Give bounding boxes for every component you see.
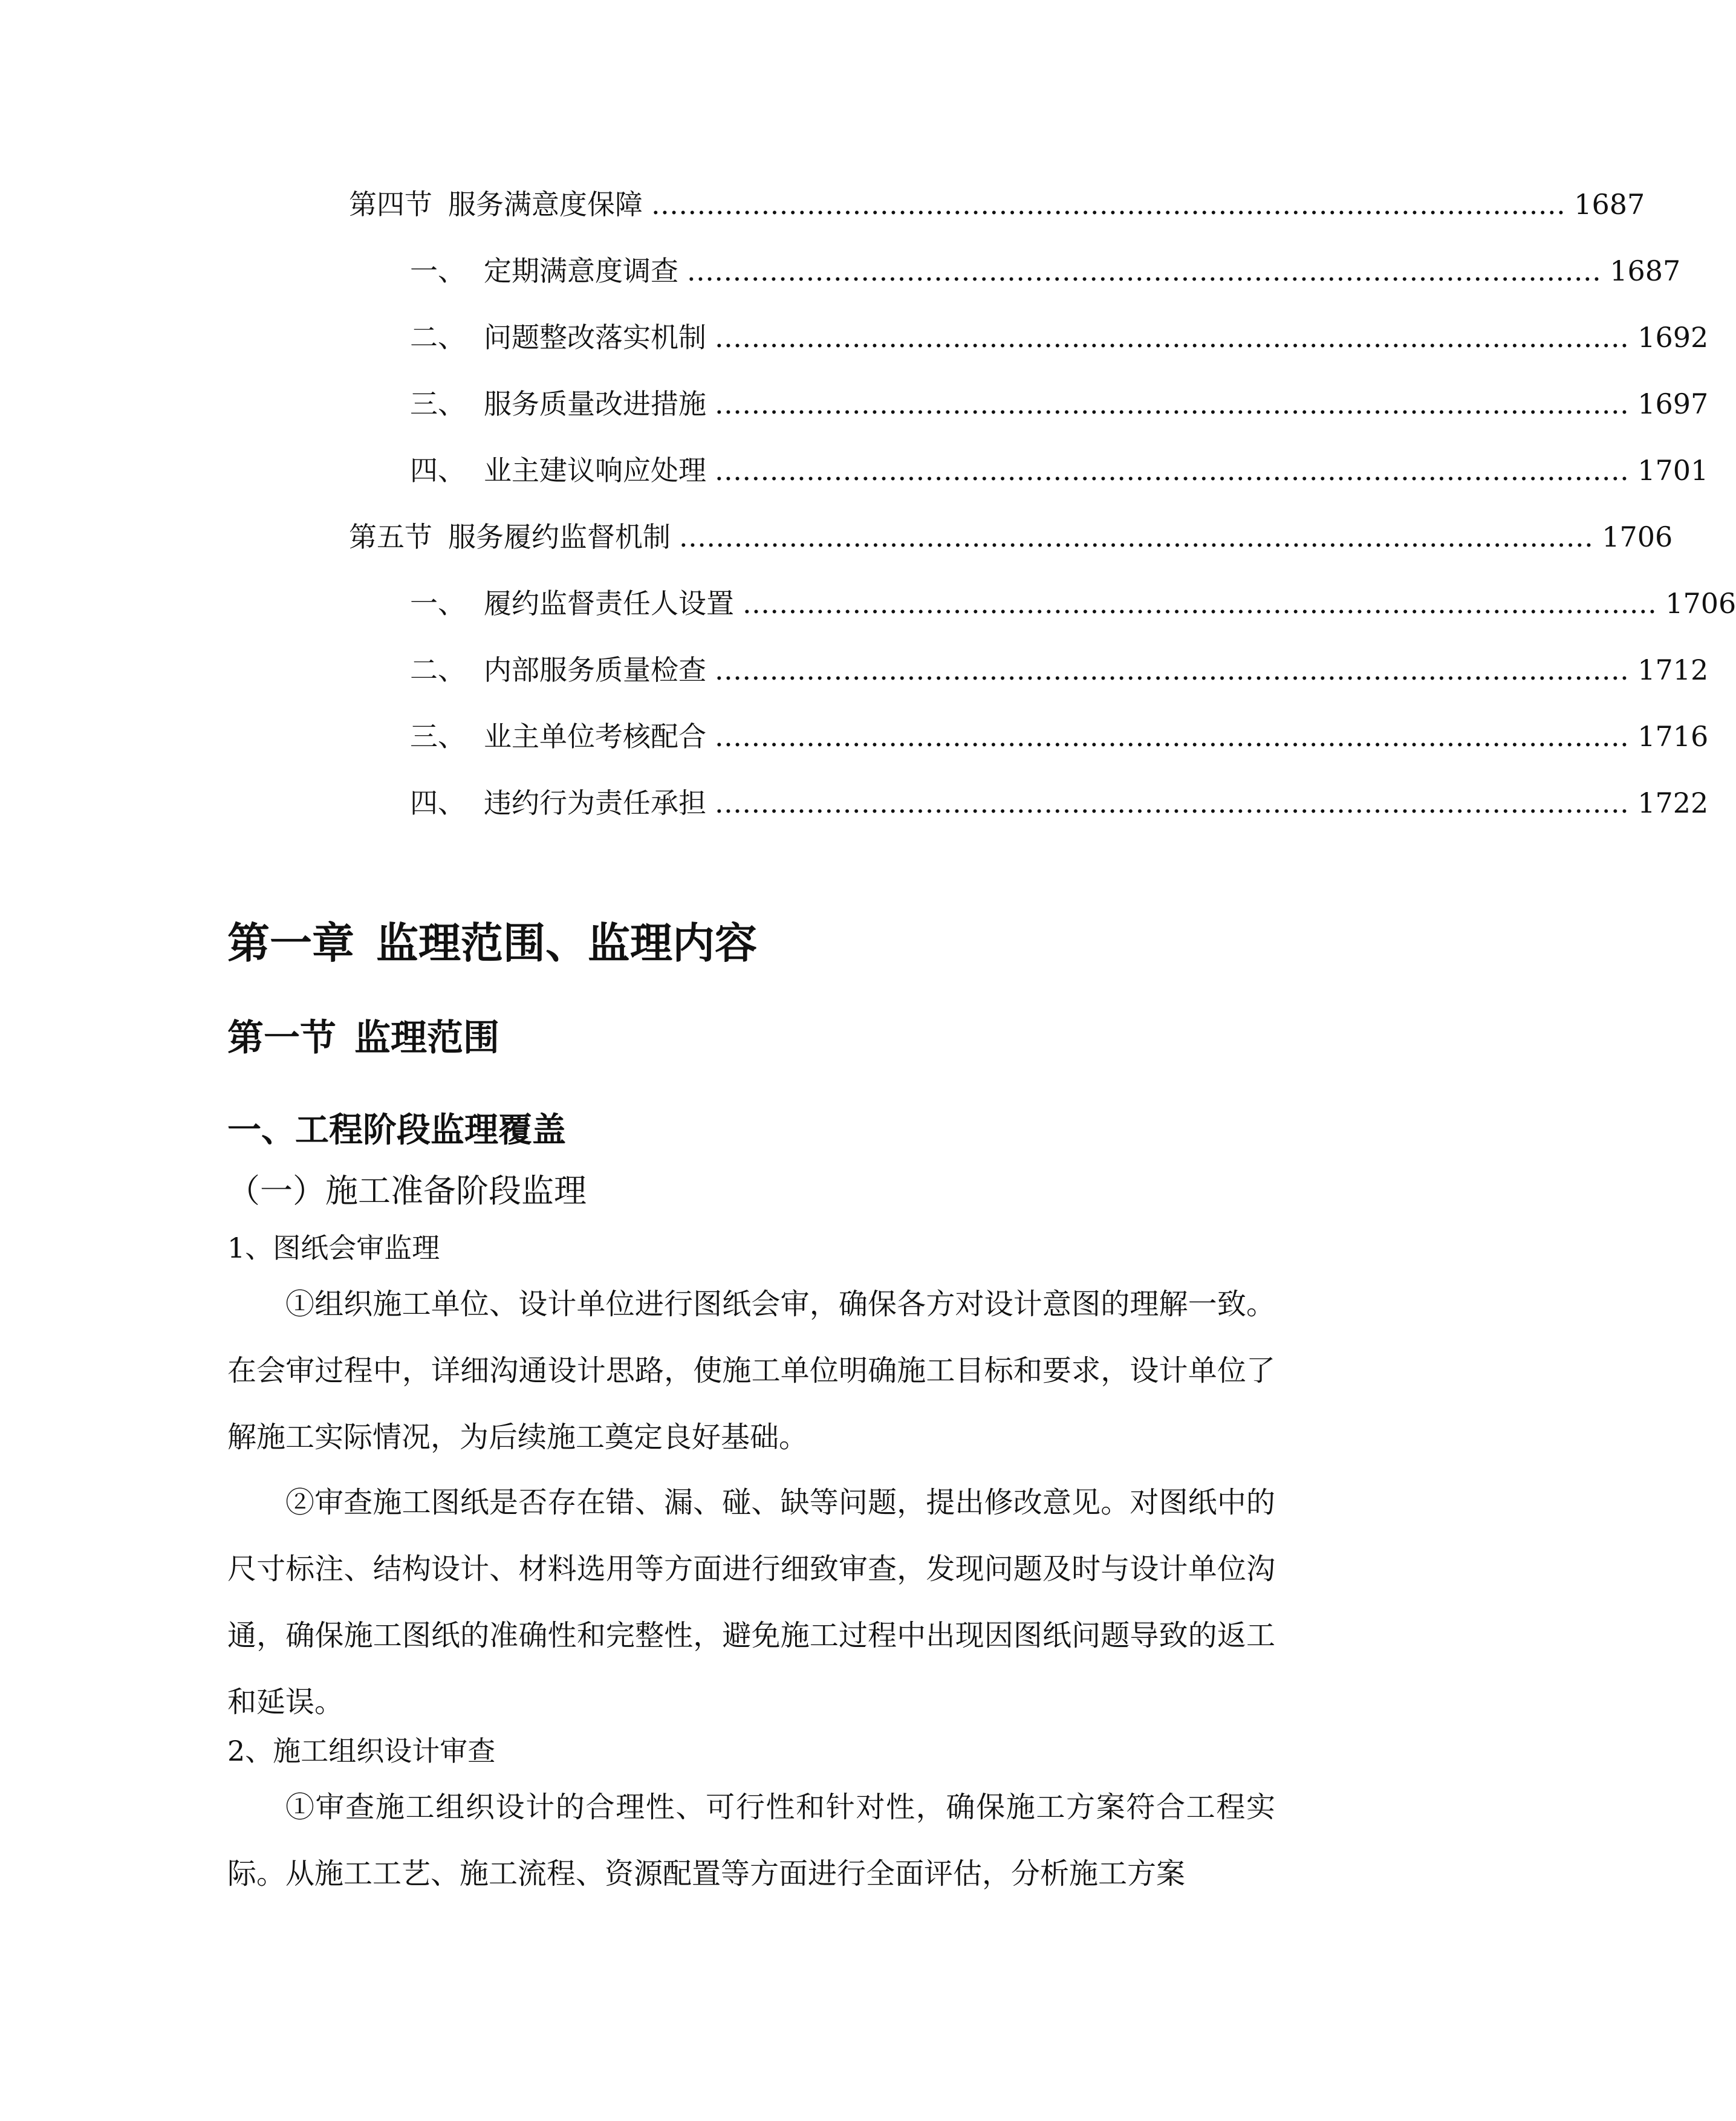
toc-entry-title: 业主建议响应处理 <box>484 454 706 487</box>
toc-entry-title: 服务满意度保障 <box>448 188 643 221</box>
toc-leader-dots: .................................................................................................... <box>687 255 1602 287</box>
toc-leader-dots: .................................................................................................... <box>651 188 1566 221</box>
subsubsection-heading: （一）施工准备阶段监理 <box>227 1172 587 1210</box>
toc-entry-page: 1687 <box>1610 255 1681 287</box>
toc-entry[interactable] <box>410 784 1709 822</box>
toc-entry-page: 1692 <box>1637 321 1709 354</box>
body-paragraph: ①组织施工单位、设计单位进行图纸会审，确保各方对设计意图的理解一致。在会审过程中，详细沟通设计思路，使施工单位明确施工目标和要求，设计单位了解施工实际情况，为后续施工奠定良好基础。 <box>227 1287 1275 1454</box>
item-heading-1: 1、图纸会审监理 <box>227 1232 440 1264</box>
toc-entry-number: 四、 <box>410 787 466 819</box>
section-title: 监理范围 <box>354 1017 499 1059</box>
toc-leader-dots: .................................................................................................... <box>715 787 1630 819</box>
toc-entry-page: 1722 <box>1637 787 1709 819</box>
toc-entry[interactable] <box>410 584 1736 623</box>
toc-entry-section-4[interactable] <box>349 185 1645 224</box>
toc-entry-number: 一、 <box>410 587 466 620</box>
toc-entry-title: 服务质量改进措施 <box>484 388 706 420</box>
section-number: 第一节 <box>227 1017 336 1059</box>
body-paragraph: ①审查施工组织设计的合理性、可行性和针对性，确保施工方案符合工程实际。从施工工艺、施工流程、资源配置等方面进行全面评估，分析施工方案 <box>227 1790 1275 1891</box>
chapter-heading <box>227 913 757 973</box>
toc-leader-dots: .................................................................................................... <box>715 454 1630 487</box>
toc-entry-page: 1716 <box>1637 720 1709 753</box>
toc-leader-dots: .................................................................................................... <box>715 321 1630 354</box>
subsection-heading: 一、工程阶段监理覆盖 <box>227 1111 566 1150</box>
toc-entry-page: 1712 <box>1637 654 1709 686</box>
toc-entry-title: 违约行为责任承担 <box>484 787 706 819</box>
toc-leader-dots: .................................................................................................... <box>715 654 1630 686</box>
toc-entry[interactable] <box>410 717 1709 756</box>
toc-entry-number: 一、 <box>410 255 466 287</box>
toc-entry-number: 四、 <box>410 454 466 487</box>
toc-entry-page: 1706 <box>1665 587 1736 620</box>
toc-leader-dots: .................................................................................................... <box>679 521 1594 553</box>
toc-entry-title: 业主单位考核配合 <box>484 720 706 753</box>
toc-entry-title: 定期满意度调查 <box>484 255 678 287</box>
body-paragraph: ②审查施工图纸是否存在错、漏、碰、缺等问题，提出修改意见。对图纸中的尺寸标注、结构设计、材料选用等方面进行细致审查，发现问题及时与设计单位沟通，确保施工图纸的准确性和完整性，避免施工过程中出现因图纸问题导致的返工和延误。 <box>227 1486 1275 1719</box>
toc-entry-title: 履约监督责任人设置 <box>484 587 734 620</box>
chapter-number: 第一章 <box>227 918 354 968</box>
toc-leader-dots: .................................................................................................... <box>715 388 1630 420</box>
toc-entry-title: 内部服务质量检查 <box>484 654 706 686</box>
toc-entry-number: 第五节 <box>349 521 432 553</box>
toc-entry-page: 1687 <box>1574 188 1645 221</box>
toc-entry-title: 问题整改落实机制 <box>484 321 706 354</box>
toc-entry[interactable] <box>410 385 1709 423</box>
toc-entry-page: 1701 <box>1637 454 1709 487</box>
toc-entry-page: 1706 <box>1602 521 1673 553</box>
toc-entry-title: 服务履约监督机制 <box>448 521 671 553</box>
toc-entry-page: 1697 <box>1637 388 1709 420</box>
chapter-title: 监理范围、监理内容 <box>376 918 757 968</box>
section-heading <box>227 1011 499 1065</box>
toc-entry-number: 三、 <box>410 388 466 420</box>
toc-entry-number: 二、 <box>410 321 466 354</box>
toc-entry[interactable] <box>410 252 1681 290</box>
toc-entry[interactable] <box>410 651 1709 689</box>
toc-leader-dots: .................................................................................................... <box>743 587 1657 620</box>
toc-entry-number: 第四节 <box>349 188 432 221</box>
toc-entry[interactable] <box>410 451 1709 490</box>
toc-entry-number: 二、 <box>410 654 466 686</box>
toc-entry-section-5[interactable] <box>349 518 1673 556</box>
toc-leader-dots: .................................................................................................... <box>715 720 1630 753</box>
toc-entry[interactable] <box>410 318 1709 357</box>
item-heading-2: 2、施工组织设计审查 <box>227 1735 496 1767</box>
toc-entry-number: 三、 <box>410 720 466 753</box>
